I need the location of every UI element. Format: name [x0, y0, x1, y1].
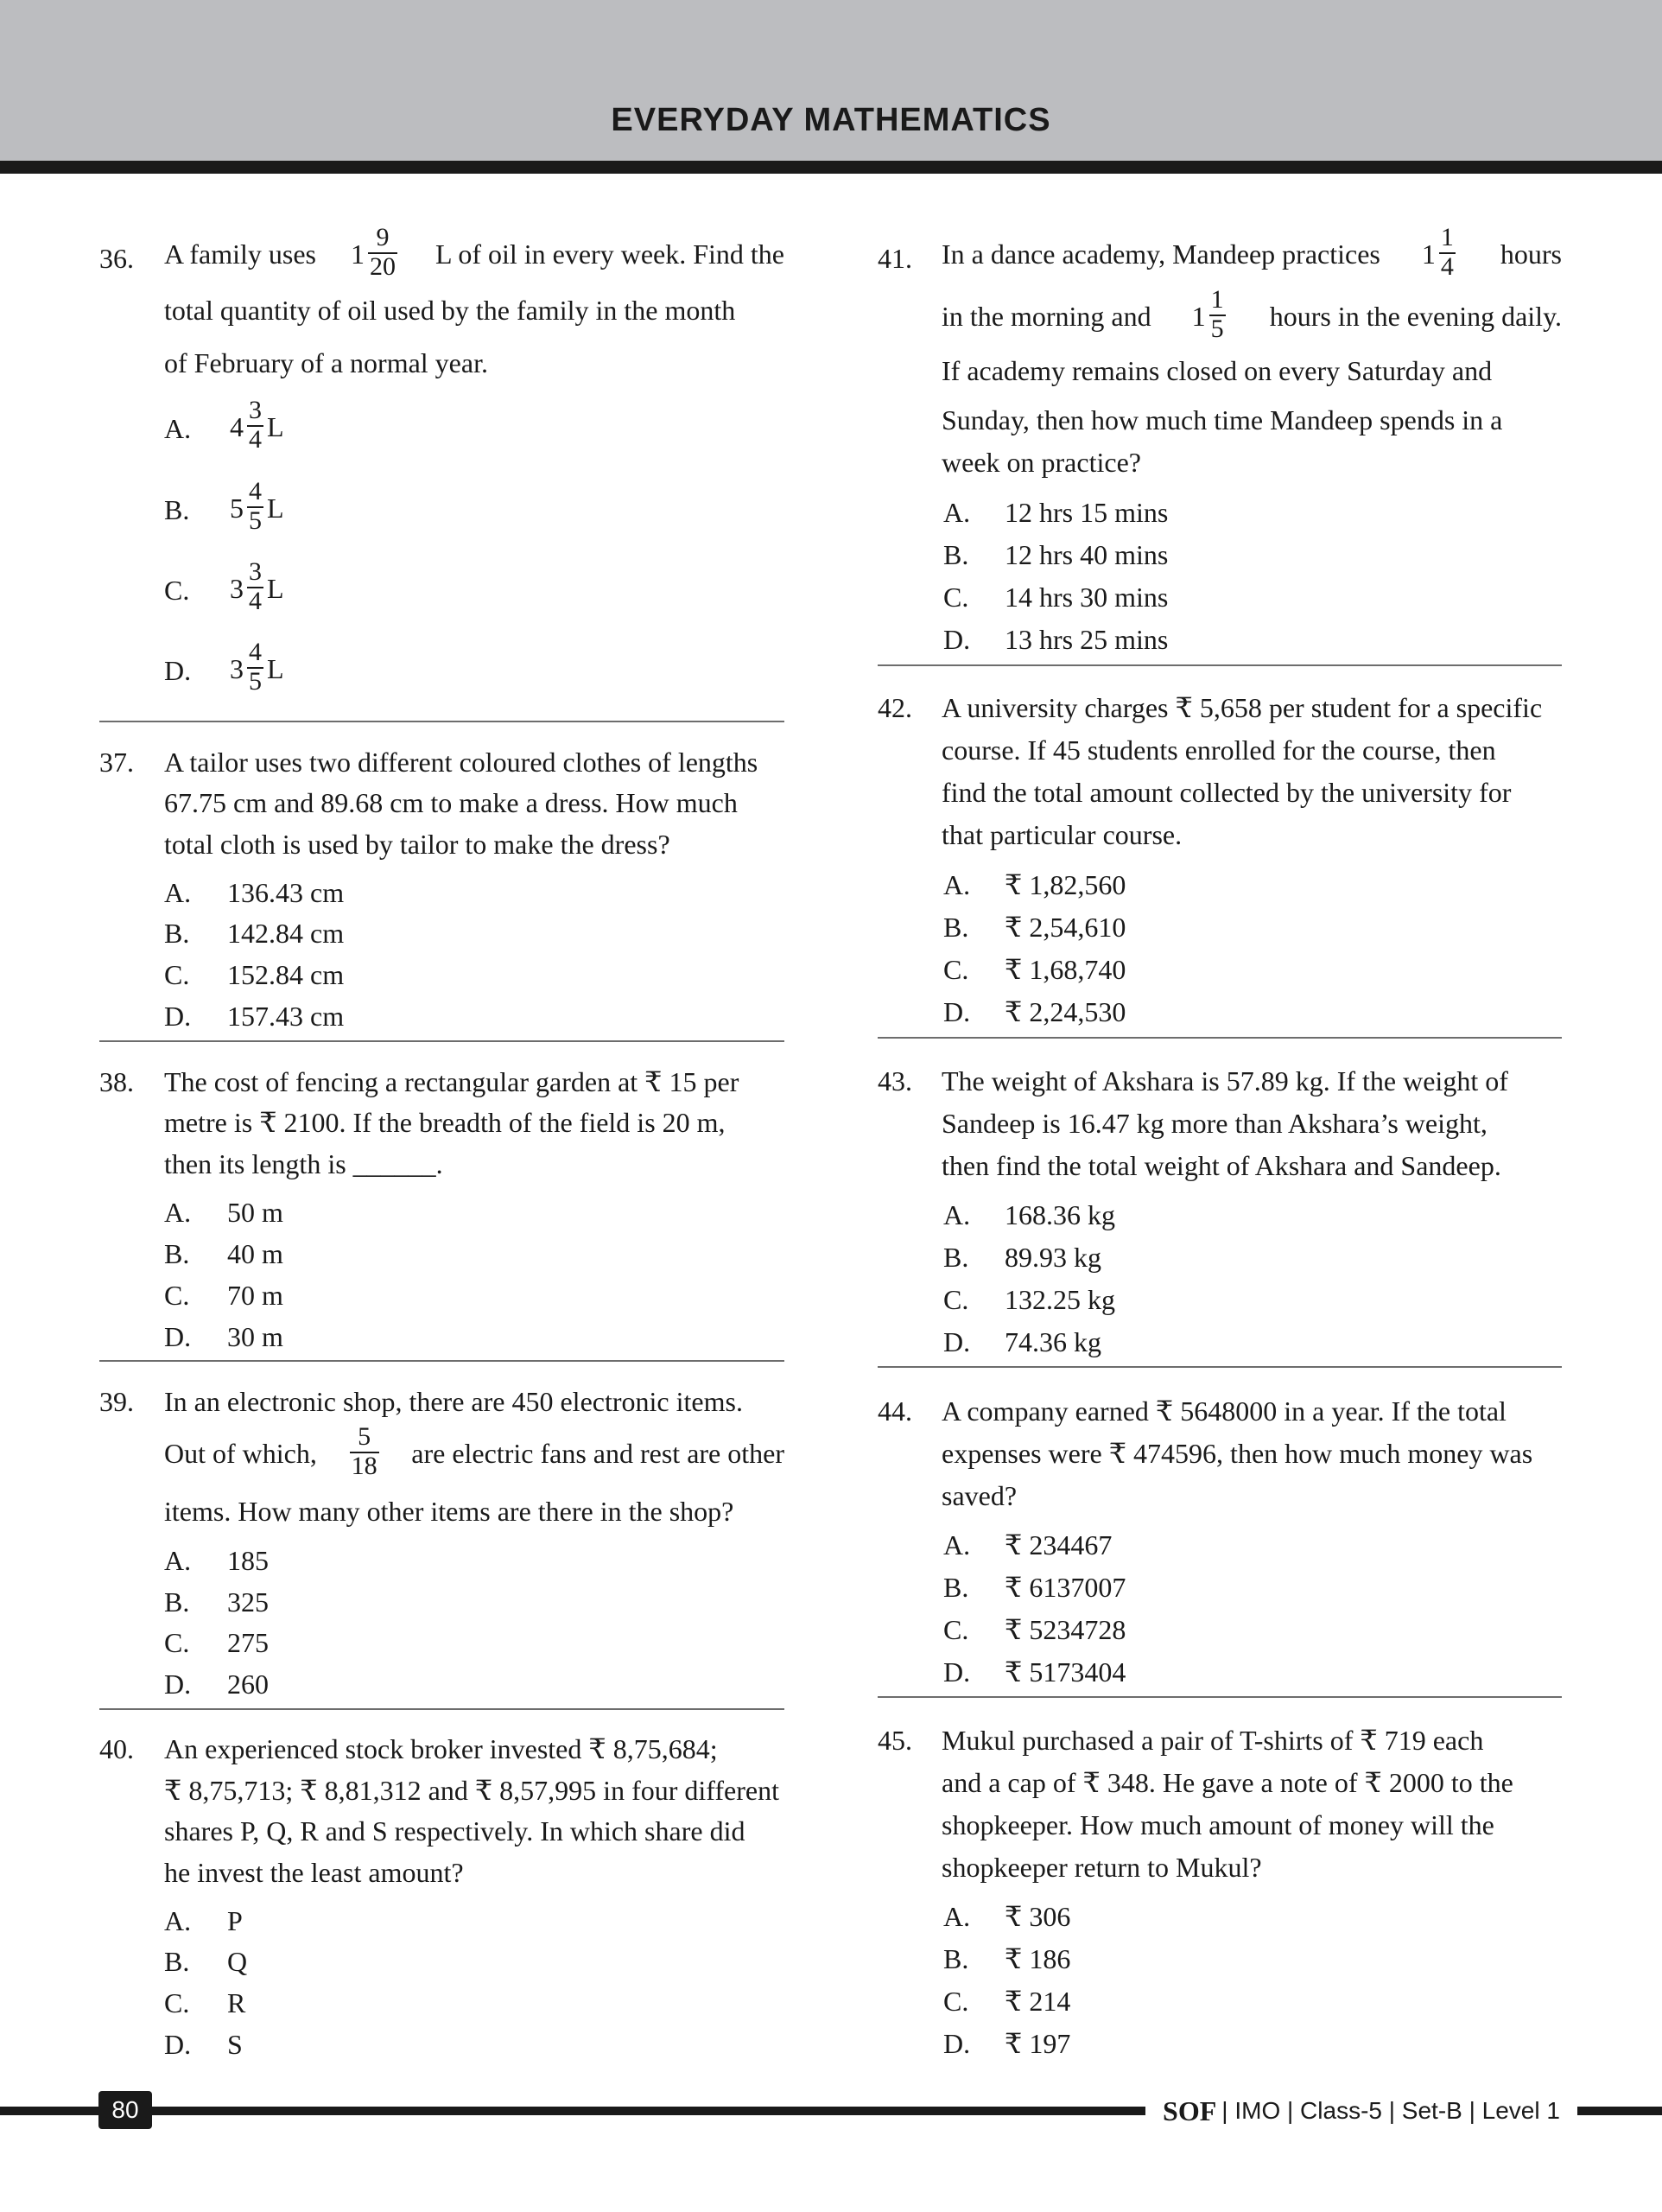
question-text-line: he invest the least amount?: [164, 1857, 464, 1888]
question-number: 44.: [878, 1395, 912, 1427]
question-number: 37.: [99, 747, 134, 778]
question-divider: [878, 1696, 1562, 1698]
question-text-line: 67.75 cm and 89.68 cm to make a dress. How much: [164, 787, 738, 818]
question-text-line: Out of which, $\frac{5}{18}$ are electric fans and rest are other: [164, 1422, 784, 1480]
fraction: $\frac{5}{18}$: [351, 1422, 377, 1480]
question-text-line: find the total amount collected by the university for: [942, 777, 1512, 808]
question-divider: [878, 1037, 1562, 1039]
question-number: 36.: [99, 243, 134, 274]
question-text-line: in the morning and 1 $\frac{1}{5}$ hours in the evening daily.: [942, 285, 1562, 343]
question-divider: [99, 1708, 784, 1710]
question-text-line: week on practice?: [942, 447, 1141, 478]
question-number: 43.: [878, 1065, 912, 1096]
page-number: 80: [98, 2091, 152, 2129]
question-number: 45.: [878, 1725, 912, 1756]
question-text-line: A university charges ₹ 5,658 per student for a specific: [942, 692, 1543, 723]
question-text-line: In a dance academy, Mandeep practices 1 $\frac{1}{4}$ hours: [942, 223, 1562, 281]
question-divider: [99, 1360, 784, 1362]
question-text-line: In an electronic shop, there are 450 electronic items.: [164, 1386, 743, 1417]
question-text-line: A tailor uses two different coloured clothes of lengths: [164, 747, 758, 778]
page-title: EVERYDAY MATHEMATICS: [611, 102, 1051, 138]
question-text-line: total cloth is used by tailor to make the dress?: [164, 829, 670, 860]
question-text-line: If academy remains closed on every Saturday and: [942, 355, 1493, 386]
footer-info-text: | IMO | Class-5 | Set-B | Level 1: [1221, 2097, 1560, 2124]
question-text-line: course. If 45 students enrolled for the course, then: [942, 734, 1496, 766]
question-text-line: The weight of Akshara is 57.89 kg. If the weight of: [942, 1065, 1508, 1096]
question-text-line: total quantity of oil used by the family in the month: [164, 295, 736, 326]
question-number: 38.: [99, 1066, 134, 1097]
question-text-line: and a cap of ₹ 348. He gave a note of ₹ 2000 to the: [942, 1767, 1513, 1798]
question-text-line: An experienced stock broker invested ₹ 8,75,684;: [164, 1733, 718, 1764]
question-text-line: Mukul purchased a pair of T-shirts of ₹ 719 each: [942, 1725, 1484, 1756]
question-divider: [99, 721, 784, 722]
mixed-fraction: 1 $\frac{1}{5}$: [1191, 285, 1224, 343]
question-text-line: shopkeeper return to Mukul?: [942, 1852, 1262, 1883]
question-text-line: items. How many other items are there in the shop?: [164, 1496, 734, 1527]
question-text-line: then find the total weight of Akshara and Sandeep.: [942, 1150, 1501, 1181]
question-text-line: of February of a normal year.: [164, 347, 488, 378]
question-text-line: The cost of fencing a rectangular garden at ₹ 15 per: [164, 1066, 739, 1097]
question-text-line: saved?: [942, 1480, 1018, 1511]
question-text-line: shopkeeper. How much amount of money will the: [942, 1809, 1494, 1840]
question-number: 40.: [99, 1733, 134, 1764]
question-text-line: that particular course.: [942, 819, 1183, 850]
question-number: 42.: [878, 692, 912, 723]
question-number: 39.: [99, 1386, 134, 1417]
question-text-line: Sunday, then how much time Mandeep spends in a: [942, 404, 1503, 435]
question-text-line: Sandeep is 16.47 kg more than Akshara’s weight,: [942, 1108, 1488, 1139]
question-text-line: then its length is ______.: [164, 1148, 443, 1179]
question-text-line: expenses were ₹ 474596, then how much money was: [942, 1438, 1533, 1469]
question-divider: [99, 1040, 784, 1042]
question-divider: [878, 1366, 1562, 1368]
fraction: $\frac{9}{20}$: [369, 223, 396, 281]
question-text-line: A company earned ₹ 5648000 in a year. If the total: [942, 1395, 1507, 1427]
question-text-line: shares P, Q, R and S respectively. In which share did: [164, 1815, 745, 1847]
sof-logo-icon: SOF: [1163, 2094, 1217, 2126]
question-text-line: A family uses 1 $\frac{9}{20}$ L of oil in every week. Find the: [164, 223, 784, 281]
header-rule: [0, 161, 1662, 174]
question-text-line: metre is ₹ 2100. If the breadth of the field is 20 m,: [164, 1107, 726, 1138]
mixed-fraction: 1 $\frac{1}{4}$: [1421, 223, 1454, 281]
question-divider: [878, 664, 1562, 666]
question-number: 41.: [878, 243, 912, 274]
question-text-line: ₹ 8,75,713; ₹ 8,81,312 and ₹ 8,57,995 in four different: [164, 1775, 779, 1806]
mixed-fraction: 1 $\frac{9}{20}$: [350, 223, 396, 281]
footer-info: [1145, 2091, 1577, 2131]
